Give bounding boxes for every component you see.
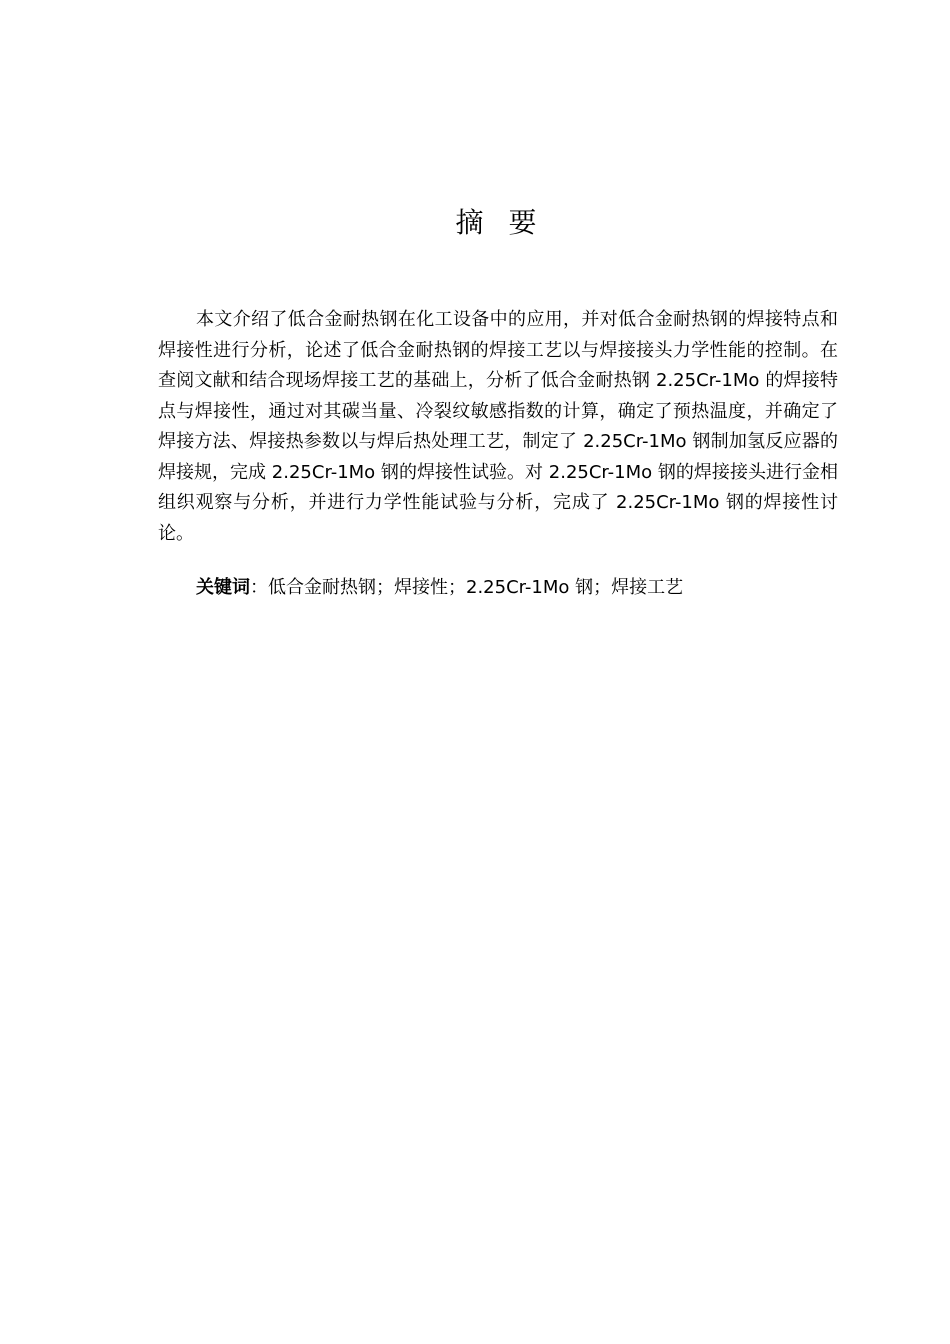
keywords-label: 关键词 bbox=[196, 577, 250, 598]
abstract-body: 本文介绍了低合金耐热钢在化工设备中的应用，并对低合金耐热钢的焊接特点和焊接性进行分析，论述了低合金耐热钢的焊接工艺以与焊接接头力学性能的控制。在查阅文献和结合现场焊接工艺的基础上，分析了低合金耐热钢 2.25Cr-1Mo 的焊接特点与焊接性，通过对其碳当量、冷裂纹敏感指数的计算，确定了预热温度，并确定了焊接方法、焊接热参数以与焊后热处理工艺，制定了 2.25Cr-1Mo 钢制加氢反应器的焊接规，完成 2.25Cr-1Mo 钢的焊接性试验。对 2.25Cr-1Mo 钢的焊接接头进行金相组织观察与分析，并进行力学性能试验与分析，完成了 2.25Cr-1Mo 钢的焊接性讨论。 bbox=[158, 309, 838, 544]
keywords-list: 低合金耐热钢；焊接性；2.25Cr-1Mo 钢；焊接工艺 bbox=[268, 577, 684, 598]
abstract-title: 摘 要 bbox=[455, 206, 545, 239]
keywords-line bbox=[196, 573, 683, 603]
keywords-separator: ： bbox=[250, 577, 268, 598]
